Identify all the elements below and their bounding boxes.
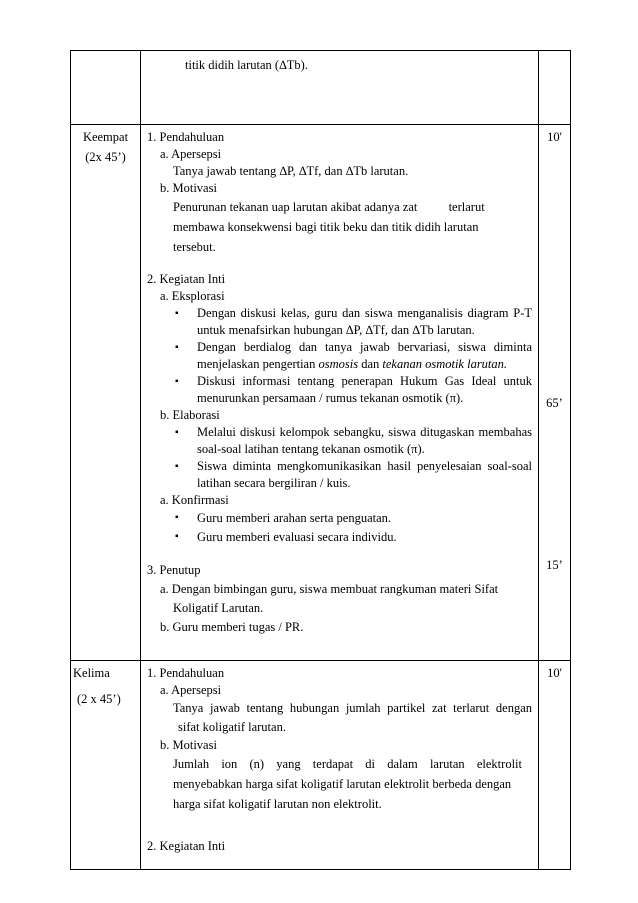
bullet-icon: ▪ — [175, 461, 179, 472]
list-item: b. Guru memberi tugas / PR. — [160, 620, 304, 634]
text-line: Koligatif Larutan. — [173, 601, 264, 615]
list-item-text: Dengan diskusi kelas, guru dan siswa menganalisis diagram P-T untuk menafsirkan hubungan ∆P, ∆Tf, dan ∆Tb larutan. — [197, 306, 532, 337]
meeting-duration: (2 x 45’) — [77, 692, 121, 706]
duration-cell — [539, 661, 571, 870]
subsection-title: b. Motivasi — [160, 738, 217, 752]
list-item-text: Melalui diskusi kelompok sebangku, siswa ditugaskan membahas soal-soal latihan tentang tekanan osmotik (π). — [197, 425, 532, 456]
text-line: a. Dengan bimbingan guru, siswa membuat rangkuman materi Sifat — [160, 582, 499, 596]
section-title: 3. Penutup — [147, 563, 201, 577]
duration-cell — [539, 51, 571, 125]
duration-value: 15’ — [546, 558, 563, 572]
meeting-cell — [71, 51, 141, 125]
text-line: tersebut. — [173, 240, 216, 254]
bullet-icon: ▪ — [175, 531, 179, 542]
meeting-cell — [71, 125, 141, 661]
meeting-cell — [71, 661, 141, 870]
duration-value: 10' — [547, 130, 562, 144]
subsection-title: a. Konfirmasi — [160, 493, 229, 507]
list-item — [147, 458, 532, 492]
table-row-continuation — [71, 51, 571, 125]
table-row-kelima — [71, 661, 571, 870]
list-item-text — [197, 339, 532, 373]
list-item-text: Guru memberi arahan serta penguatan. — [197, 511, 392, 525]
list-item — [147, 580, 532, 618]
duration-value: 65’ — [546, 396, 563, 410]
activity-cell — [141, 125, 539, 661]
section-title: 2. Kegiatan Inti — [147, 272, 226, 286]
italic-term: osmosis — [318, 357, 359, 371]
paragraph — [147, 754, 532, 814]
list-item — [147, 373, 532, 407]
subsection-title: b. Motivasi — [160, 181, 217, 195]
section-title: 1. Pendahuluan — [147, 130, 225, 144]
subsection-title: a. Apersepsi — [160, 147, 222, 161]
lesson-plan-table — [70, 50, 571, 870]
meeting-duration: (2x 45’) — [85, 150, 126, 164]
text-line: Penurunan tekanan uap larutan akibat adanya zat terlarut — [173, 200, 485, 214]
duration-cell — [539, 125, 571, 661]
list-item — [147, 339, 532, 373]
text-line: sifat koligatif larutan. — [178, 720, 286, 734]
list-item — [147, 424, 532, 458]
text-line: membawa konsekwensi bagi titik beku dan titik didih larutan — [173, 220, 479, 234]
italic-term: tekanan osmotik larutan. — [382, 357, 508, 371]
bullet-icon: ▪ — [175, 427, 179, 438]
table-row-keempat — [71, 125, 571, 661]
list-item-text: Guru memberi evaluasi secara individu. — [197, 530, 397, 544]
section-title: 1. Pendahuluan — [147, 666, 225, 680]
bullet-icon: ▪ — [175, 512, 179, 523]
text-line: Tanya jawab tentang hubungan jumlah partikel zat terlarut dengan — [173, 701, 532, 715]
text-line: harga sifat koligatif larutan non elektrolit. — [173, 797, 382, 811]
list-item — [147, 528, 532, 547]
list-item-text: Siswa diminta mengkomunikasikan hasil penyelesaian soal-soal latihan secara bergiliran / kuis. — [197, 459, 532, 490]
bullet-icon: ▪ — [175, 376, 179, 387]
subsection-title: b. Elaborasi — [160, 408, 220, 422]
meeting-name: Keempat — [82, 130, 129, 144]
text-line: Jumlah ion (n) yang terdapat di dalam larutan elektrolit — [173, 757, 522, 771]
duration-value: 10' — [547, 666, 562, 680]
list-item — [147, 305, 532, 339]
subsection-title: a. Eksplorasi — [160, 289, 225, 303]
text-run: dan — [358, 357, 383, 371]
text-line: menyebabkan harga sifat koligatif larutan elektrolit berbeda dengan — [173, 777, 512, 791]
list-item — [147, 509, 532, 528]
activity-cell — [141, 51, 539, 125]
subsection-title: a. Apersepsi — [160, 683, 222, 697]
meeting-name: Kelima — [73, 666, 110, 680]
activity-cell — [141, 661, 539, 870]
continuation-text: titik didih larutan (∆Tb). — [185, 58, 308, 72]
paragraph — [147, 197, 532, 257]
bullet-icon: ▪ — [175, 342, 179, 353]
bullet-icon: ▪ — [175, 308, 179, 319]
list-item-text: Diskusi informasi tentang penerapan Hukum Gas Ideal untuk menurunkan persamaan / rumus tekanan osmotik (π). — [197, 374, 532, 405]
section-title: 2. Kegiatan Inti — [147, 839, 226, 853]
text-run: Dengan berdialog dan tanya jawab bervariasi, siswa diminta menjelaskan pengertian — [197, 340, 532, 371]
paragraph — [147, 699, 532, 737]
paragraph: Tanya jawab tentang ∆P, ∆Tf, dan ∆Tb larutan. — [173, 164, 409, 178]
